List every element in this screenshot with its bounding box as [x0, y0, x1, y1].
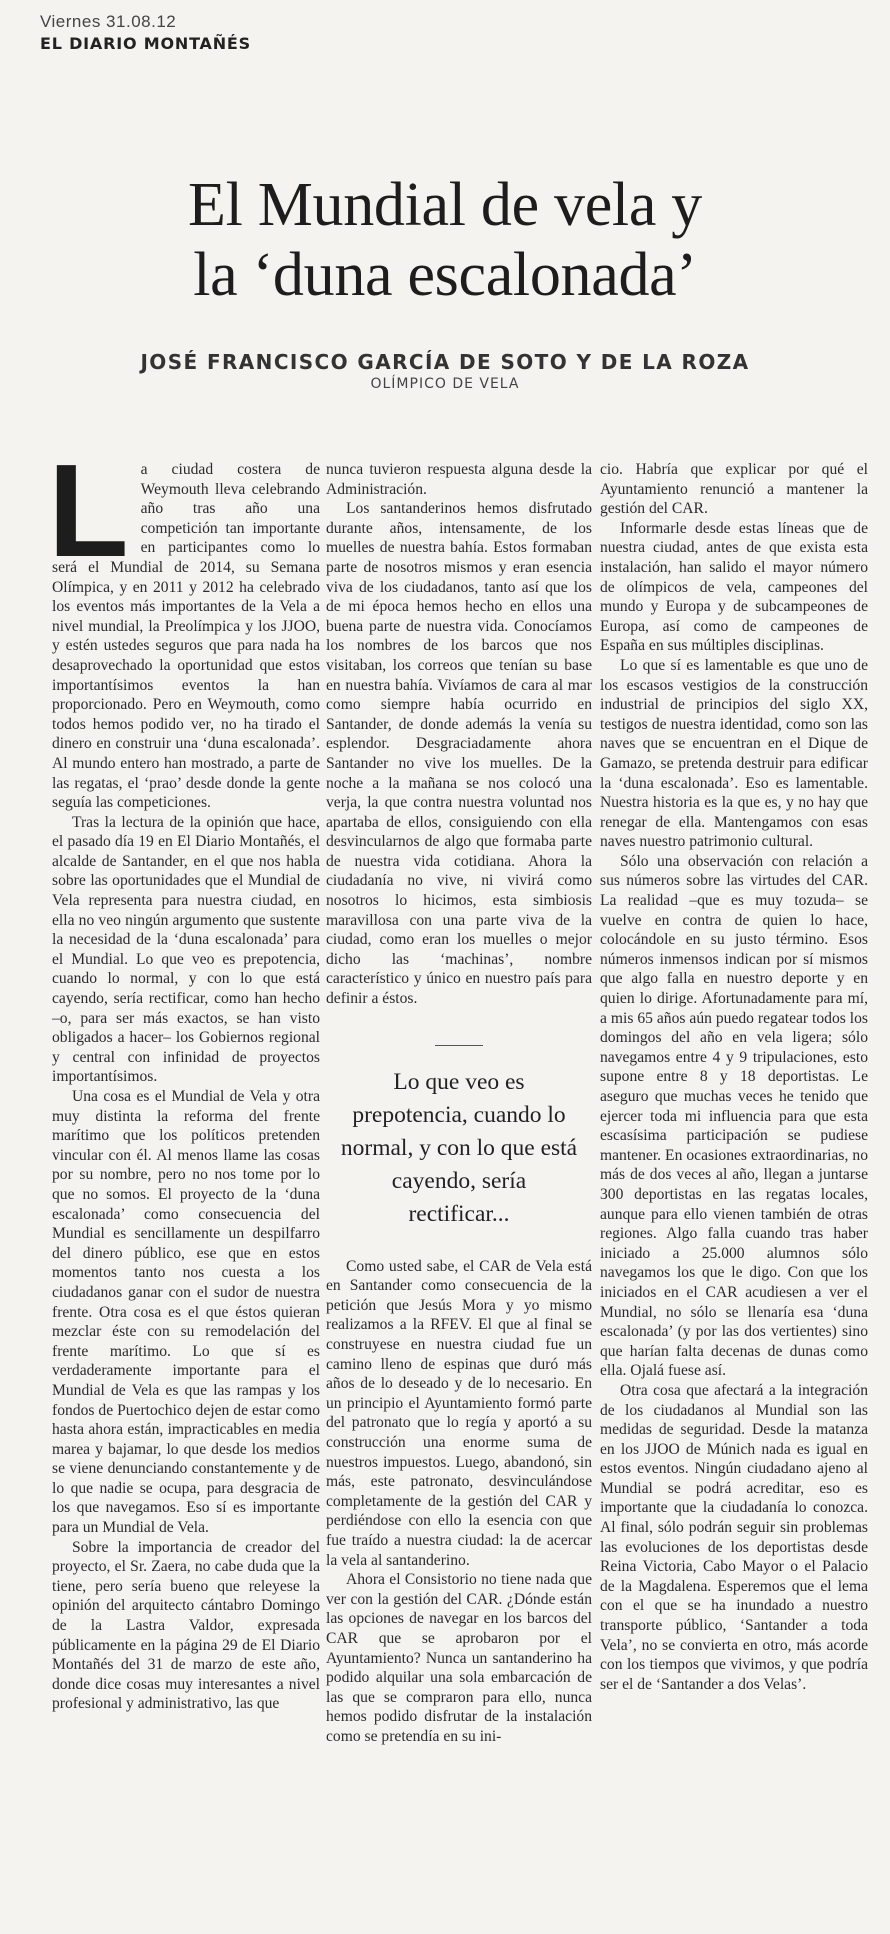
paragraph: Tras la lectura de la opinión que hace, el pasado día 19 en El Diario Montañés, el alcalde de Santander, en el que nos habla sobre las oportunidades que el Mundial de Vela representa para nuestra ciudad, en ella no veo ningún argumento que sustente la necesidad de la ‘duna escalonada’ para el Mundial. Lo que veo es prepotencia, cuando lo normal, y con lo que está cayendo, sería rectificar, como han hecho –o, para ser más exactos, se han visto obligados a hacer– los Gobiernos regional y central con infinidad de proyectos importantísimos. — [52, 813, 320, 1086]
article-column-1 — [48, 437, 320, 1714]
drop-cap: L — [48, 437, 129, 584]
paragraph: Como usted sabe, el CAR de Vela está en Santander como consecuencia de la petición que Jesús Mora y yo mismo realizamos a la RFEV. El que al final se construyese en nuestra ciudad fue un camino lleno de espinas que duró más años de lo deseado y de lo necesario. En un principio el Ayuntamiento formó parte del patronato que lo regía y aportó a su construcción una enorme suma de nuestros impuestos. Luego, abandonó, sin más, este patronato, desvinculándose completamente de la gestión del CAR y perdiéndose con ello la esencia con que fue traído a nuestra ciudad: la de acercar la vela al santanderino. — [326, 1257, 592, 1569]
issue-date: Viernes 31.08.12 — [40, 12, 177, 31]
paragraph: Informarle desde estas líneas que de nuestra ciudad, antes de que exista esta instalación, han salido el mayor número de olímpicos de vela, campeones del mundo y Europa y de subcampeones de Europa, así como de campeones de España en sus múltiples disciplinas. — [600, 519, 868, 655]
paragraph: Sólo una observación con relación a sus números sobre las virtudes del CAR. La realidad –que es muy tozuda– se vuelve en contra de quien lo hace, colocándole en su justo término. Esos números inmensos indican por sí mismos que algo falla en nuestro deporte y en quien lo dirige. Afortunadamente para mí, a mis 65 años aún puedo regatear todos los domingos del año en vela ligera; sólo navegamos entre 4 y 9 tripulaciones, esto supone entre 8 y 18 deportistas. Le aseguro que muchas veces he tenido que ejercer toda mi influencia para que esta escasísima participación se pudiese mantener. En ocasiones extraordinarias, no más de dos veces al año, llegan a juntarse 300 deportistas en las regatas locales, aunque para ello vienen también de otras regiones. Algo falla cuando tras haber iniciado a 25.000 alumnos sólo navegamos los que le digo. Con que los iniciados en el CAR acudiesen a ver el Mundial, no sólo se llenaría esa ‘duna escalonada’ (y por las dos vertientes) sino que harían falta decenas de dunas como ella. Ojalá fuese así. — [600, 852, 868, 1380]
article-title — [0, 170, 890, 310]
article-column-3 — [600, 460, 868, 1694]
masthead — [40, 12, 251, 53]
newspaper-name: EL DIARIO MONTAÑÉS — [40, 34, 251, 53]
paragraph: nunca tuvieron respuesta alguna desde la Administración. — [326, 461, 592, 498]
article-title-line-1: El Mundial de vela y — [188, 170, 702, 239]
pull-quote-rule — [435, 1045, 483, 1046]
pull-quote-text: Lo que veo es prepotencia, cuando lo normal, y con lo que está cayendo, sería rectificar... — [340, 1068, 578, 1227]
paragraph: Una cosa es el Mundial de Vela y otra muy distinta la reforma del frente marítimo que los políticos pretenden vincular con él. Al menos llame las cosas por su nombre, pero no nos tome por lo que no somos. El proyecto de la ‘duna escalonada’ como consecuencia del Mundial es sencillamente un despilfarro del dinero público, ese que en estos momentos tanto nos cuesta a los ciudadanos ganar con el sudor de nuestra frente. Otra cosa es el que éstos quieran mezclar éste con su remodelación del frente marítimo. Lo que sí es verdaderamente importante para el Mundial de Vela es que las rampas y los fondos de Puertochico dejen de estar como hasta ahora están, impracticables en media marea y bajamar, lo que desde los medios se viene denunciando constantemente y de lo que nadie se ocupa, para desgracia de los que navegamos. Eso sí es importante para un Mundial de Vela. — [52, 1088, 320, 1537]
paragraph: Ahora el Consistorio no tiene nada que ver con la gestión del CAR. ¿Dónde están las opciones de navegar en los barcos del CAR que se aprobaron por el Ayuntamiento? Nunca un santanderino ha podido alquilar una sola embarcación de las que se compraron para ello, nunca hemos podido disfrutar de la instalación como se pretendía en su ini- — [326, 1571, 592, 1745]
article-title-line-2: la ‘duna escalonada’ — [193, 240, 697, 309]
paragraph: Los santanderinos hemos disfrutado durante años, intensamente, de los muelles de nuestra bahía. Estos formaban parte de nosotros mismos y eran esencia viva de los ciudadanos, tanto así que los de mi época hemos hecho en ellos una buena parte de nuestra vida. Conocíamos los nombres de los barcos que nos visitaban, los correos que tenían su base en nuestra bahía. Vivíamos de cara al mar como siempre había ocurrido en Santander, de donde además la venía su esplendor. Desgraciadamente ahora Santander no vive los muelles. De la noche a la mañana se nos colocó una verja, la que contra nuestra voluntad nos apartaba de ellos, consiguiendo con ella desvincularnos de algo que formaba parte de nuestra vida cotidiana. Ahora la ciudadanía no vive, ni vivirá como nosotros lo hicimos, esta simbiosis maravillosa con una parte viva de la ciudad, como eran los muelles o mejor dicho las ‘machinas’, nombre característico y único en nuestro país para definir a éstos. — [326, 500, 592, 1008]
paragraph: Lo que sí es lamentable es que uno de los escasos vestigios de la construcción industrial de principios del siglo XX, testigos de nuestra identidad, como son las naves que se encuentran en el Dique de Gamazo, se pretenda destruir para edificar la ‘duna escalonada’. Eso es lamentable. Nuestra historia es la que es, y no hay que renegar de ella. Mantengamos con esas naves nuestro patrimonio cultural. — [600, 656, 868, 851]
article-column-2 — [326, 460, 592, 1746]
pull-quote — [340, 1045, 578, 1231]
paragraph: a ciudad costera de Weymouth lleva celebrando año tras año una competición tan importante en participantes como lo será el Mundial de 2014, su Semana Olímpica, y en 2011 y 2012 ha celebrado los eventos más importantes de la Vela a nivel mundial, la Preolímpica y los JJOO, y estén ustedes seguros que para nada ha desaprovechado la oportunidad que estos importantísimos eventos la han proporcionado. Pero en Weymouth, como todos hemos podido ver, no ha tirado el dinero en construir una ‘duna escalonada’. Al mundo entero han mostrado, a parte de las regatas, el ‘prao’ desde donde la gente seguía las competiciones. — [52, 461, 320, 812]
author-role: OLÍMPICO DE VELA — [370, 376, 520, 392]
paragraph: Sobre la importancia de creador del proyecto, el Sr. Zaera, no cabe duda que la tiene, pero sería bueno que releyese la opinión del arquitecto cántabro Domingo de la Lastra Valdor, expresada públicamente en la página 29 de El Diario Montañés del 31 de marzo de este año, donde dice cosas muy interesantes a nivel profesional y administrativo, las que — [52, 1538, 320, 1713]
author-name: JOSÉ FRANCISCO GARCÍA DE SOTO Y DE LA ROZA — [140, 350, 750, 374]
paragraph: cio. Habría que explicar por qué el Ayuntamiento renunció a mantener la gestión del CAR. — [600, 461, 868, 518]
paragraph: Otra cosa que afectará a la integración de los ciudadanos al Mundial son las medidas de seguridad. Desde la matanza en los JJOO de Múnich nada es igual en estos eventos. Ningún ciudadano ajeno al Mundial se podrá acreditar, eso es importante que la ciudadanía lo conozca. Al final, sólo podrán seguir sin problemas las evoluciones de los deportistas desde Reina Victoria, Cabo Mayor o el Palacio de la Magdalena. Esperemos que el lema con el que se ha inundado a nuestro transporte público, ‘Santander a toda Vela’, no se convierta en otro, más acorde con los tiempos que vivimos, y que podría ser el de ‘Santander a dos Velas’. — [600, 1381, 868, 1693]
